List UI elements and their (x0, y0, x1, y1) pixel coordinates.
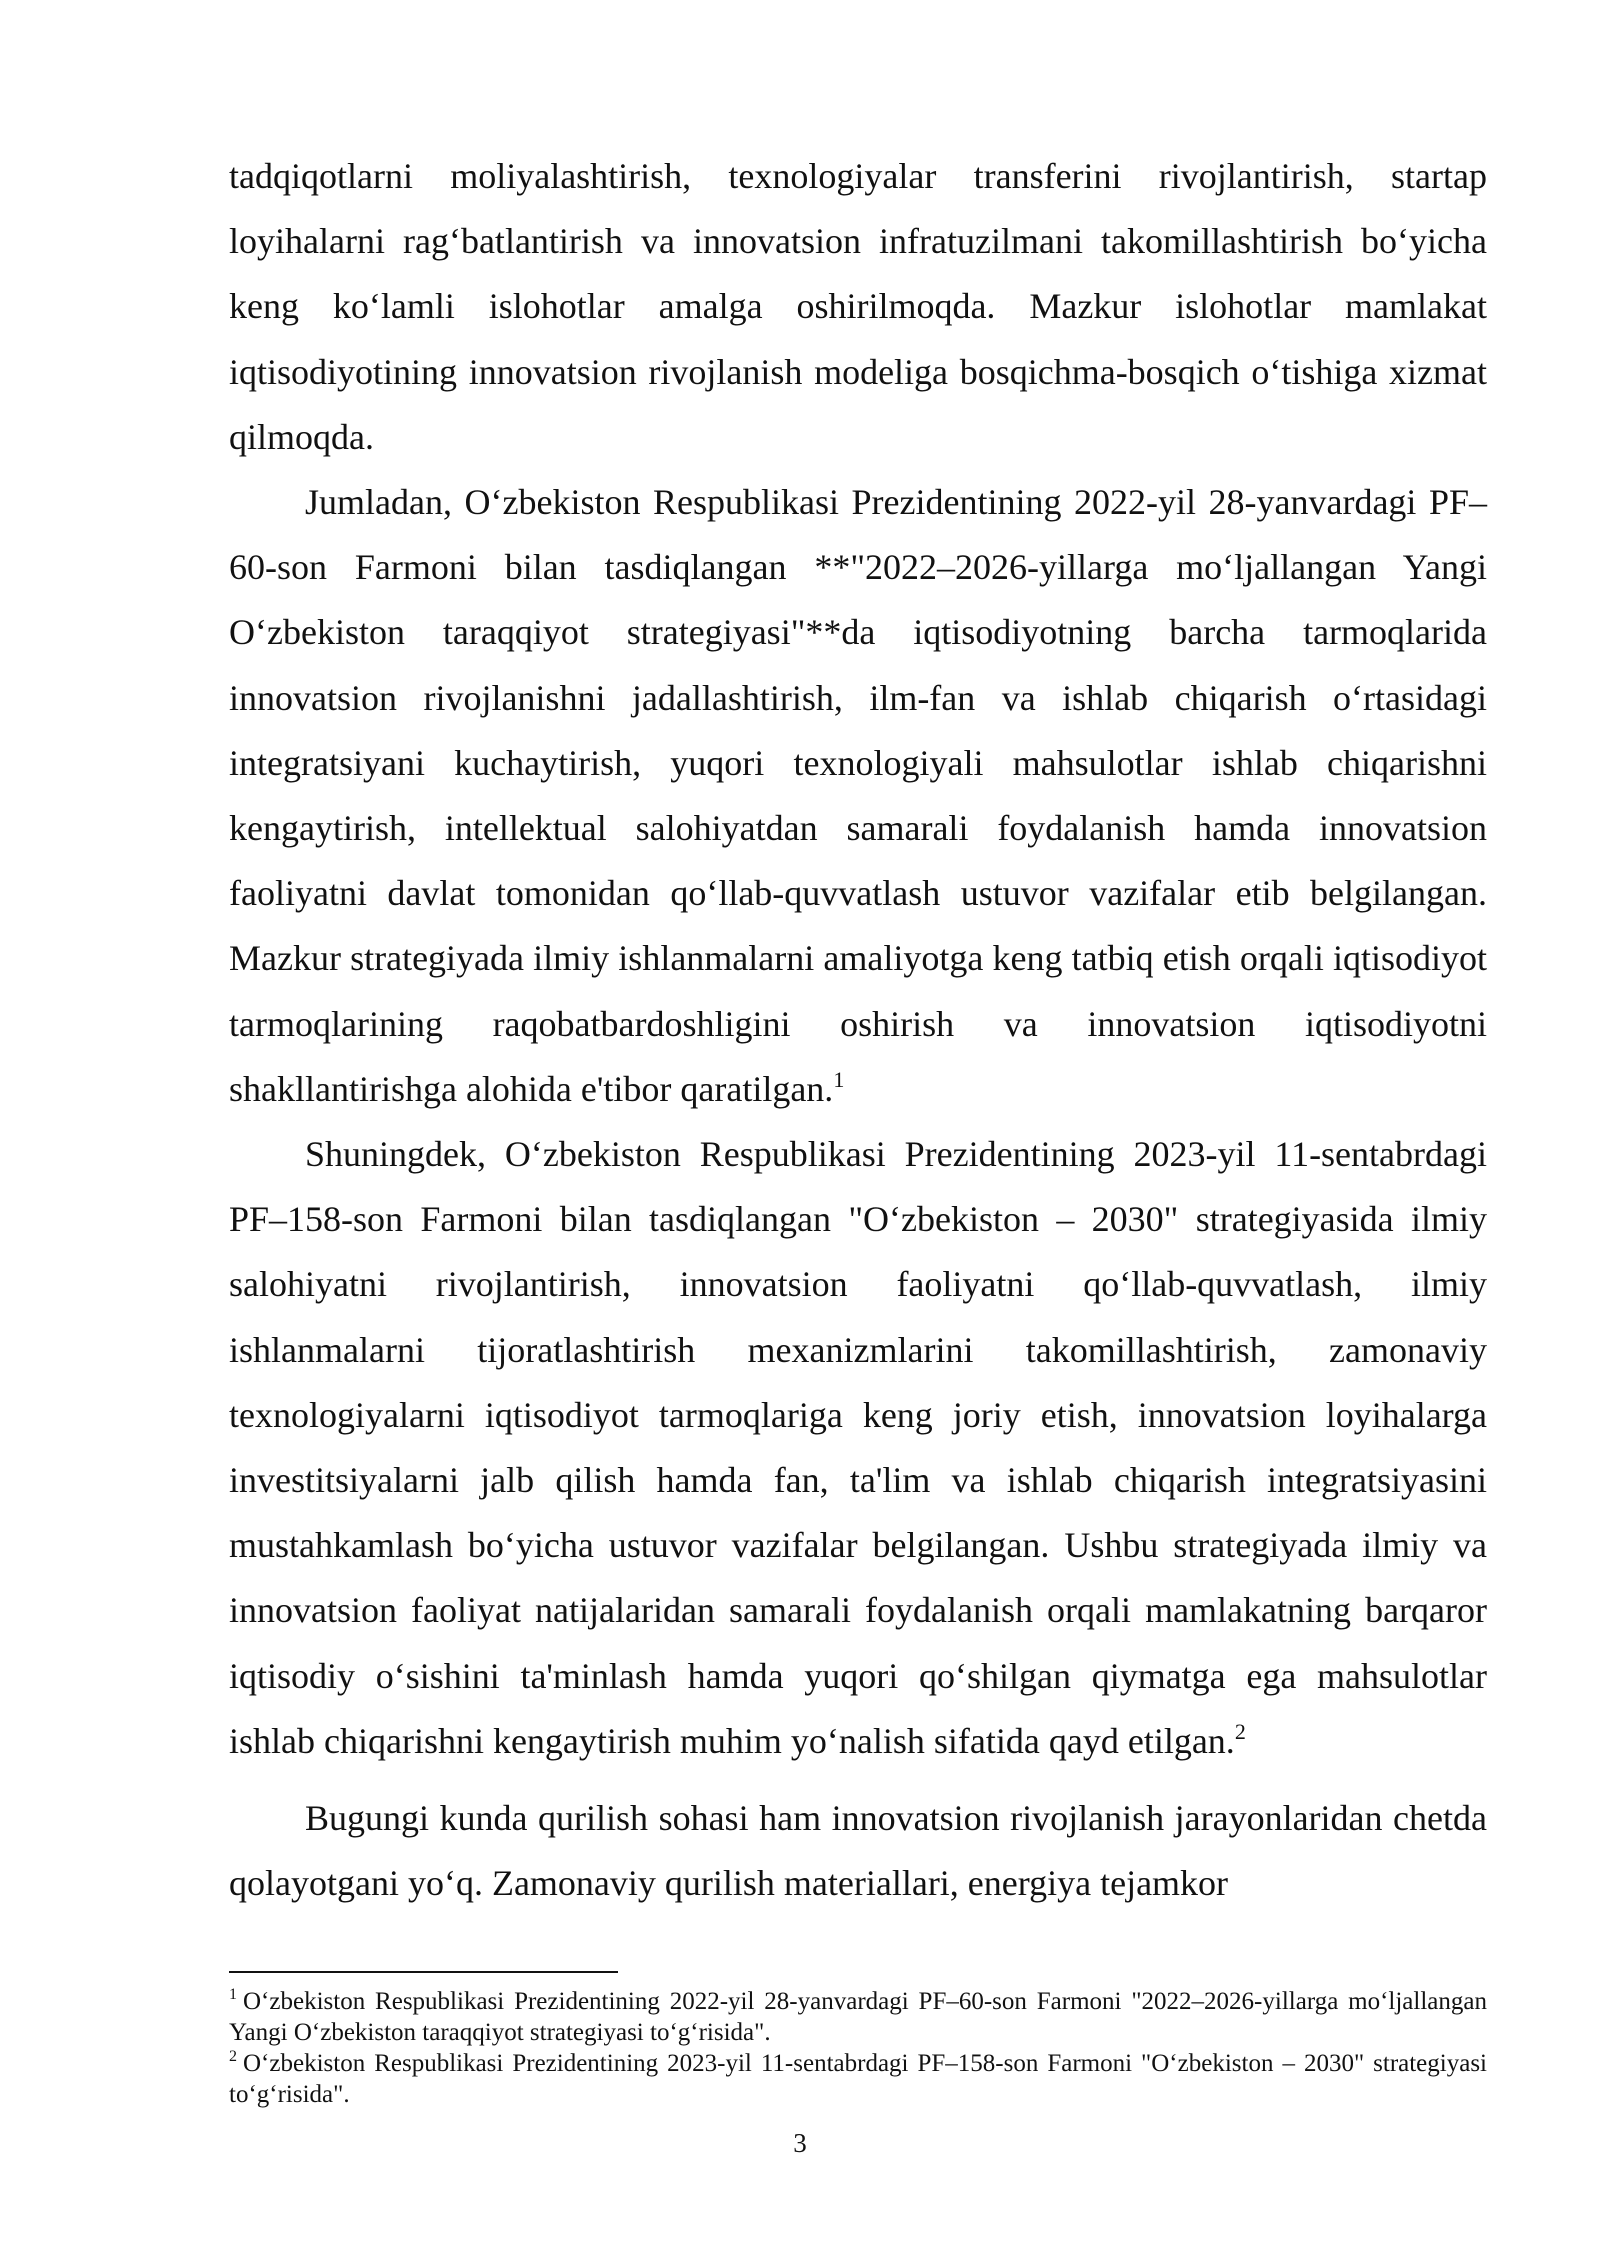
footnotes (229, 1986, 1487, 2110)
footnote-separator (229, 1971, 618, 1973)
footnote-1 (229, 1986, 1487, 2048)
body-text (229, 144, 1487, 1916)
paragraph-intro-continuation (229, 144, 1487, 470)
paragraph-2022-strategy (229, 470, 1487, 1122)
paragraph-text: tadqiqotlarni moliyalashtirish, texnologiyalar transferini rivojlantirish, startap loyihalarni rag‘batlantirish va innovatsion infratuzilmani takomillashtirish bo‘yicha keng ko‘lamli islohotlar amalga oshirilmoqda. Mazkur islohotlar mamlakat iqtisodiyotining innovatsion rivojlanish modeliga bosqichma-bosqich o‘tishiga xizmat qilmoqda. (229, 156, 1487, 457)
footnote-number: 2 (229, 2048, 237, 2065)
page-number: 3 (793, 2128, 807, 2158)
footnote-2 (229, 2048, 1487, 2110)
paragraph-text: Bugungi kunda qurilish sohasi ham innovatsion rivojlanish jarayonlaridan chetda qolayotgani yo‘q. Zamonaviy qurilish materiallari, energiya tejamkor (229, 1798, 1487, 1904)
footnote-text: O‘zbekiston Respublikasi Prezidentining 2022-yil 28-yanvardagi PF–60-son Farmoni "2022–2026-yillarga mo‘ljallangan Yangi O‘zbekiston taraqqiyot strategiyasi to‘g‘risida". (229, 1988, 1487, 2046)
footnote-reference-2[interactable]: 2 (1234, 1718, 1246, 1744)
footnote-reference-1[interactable]: 1 (833, 1066, 845, 1092)
footnote-number: 1 (229, 1986, 237, 2003)
footnote-text: O‘zbekiston Respublikasi Prezidentining 2023-yil 11-sentabrdagi PF–158-son Farmoni "O‘zbekiston – 2030" strategiyasi to‘g‘risida". (229, 2050, 1487, 2108)
paragraph-text: Jumladan, O‘zbekiston Respublikasi Prezidentining 2022-yil 28-yanvardagi PF–60-son Farmoni bilan tasdiqlangan **"2022–2026-yillarga mo‘ljallangan Yangi O‘zbekiston taraqqiyot strategiyasi"**da iqtisodiyotning barcha tarmoqlarida innovatsion rivojlanishni jadallashtirish, ilm-fan va ishlab chiqarish o‘rtasidagi integratsiyani kuchaytirish, yuqori texnologiyali mahsulotlar ishlab chiqarishni kengaytirish, intellektual salohiyatdan samarali foydalanish hamda innovatsion faoliyatni davlat tomonidan qo‘llab-quvvatlash ustuvor vazifalar etib belgilangan. Mazkur strategiyada ilmiy ishlanmalarni amaliyotga keng tatbiq etish orqali iqtisodiyot tarmoqlarining raqobatbardoshligini oshirish va innovatsion iqtisodiyotni shakllantirishga alohida e'tibor qaratilgan. (229, 482, 1487, 1109)
paragraph-2030-strategy (229, 1122, 1487, 1774)
paragraph-text: Shuningdek, O‘zbekiston Respublikasi Prezidentining 2023-yil 11-sentabrdagi PF–158-son Farmoni bilan tasdiqlangan "O‘zbekiston – 2030" strategiyasida ilmiy salohiyatni rivojlantirish, innovatsion faoliyatni qo‘llab-quvvatlash, ilmiy ishlanmalarni tijoratlashtirish mexanizmlarini takomillashtirish, zamonaviy texnologiyalarni iqtisodiyot tarmoqlariga keng joriy etish, innovatsion loyihalarga investitsiyalarni jalb qilish hamda fan, ta'lim va ishlab chiqarish integratsiyasini mustahkamlash bo‘yicha ustuvor vazifalar belgilangan. Ushbu strategiyada ilmiy va innovatsion faoliyat natijalaridan samarali foydalanish orqali mamlakatning barqaror iqtisodiy o‘sishini ta'minlash hamda yuqori qo‘shilgan qiymatga ega mahsulotlar ishlab chiqarishni kengaytirish muhim yo‘nalish sifatida qayd etilgan. (229, 1134, 1487, 1761)
paragraph-construction-sector (229, 1786, 1487, 1916)
